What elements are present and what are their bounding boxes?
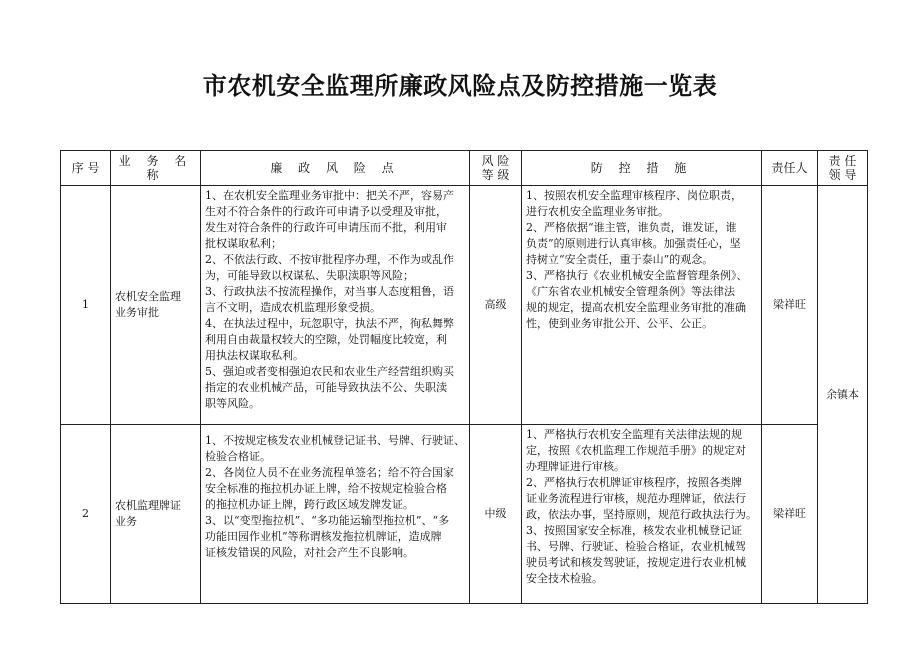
measure-line: 规的规定，提高农机安全监理业务审批的准确 — [526, 301, 746, 314]
row-measures — [522, 186, 762, 425]
risk-line: 发生对符合条件的行政许可申请压而不批，利用审 — [205, 221, 447, 234]
measure-line: 进行农机安全监理业务审批。 — [526, 205, 669, 218]
risk-line: 生对不符合条件的行政许可申请予以受理及审批， — [205, 205, 447, 218]
header-level — [470, 151, 522, 186]
risk-line: 批权谋取私利； — [205, 237, 282, 250]
risk-line: 言不文明，造成农机监理形象受损。 — [205, 301, 381, 314]
measure-line: 3、严格执行《农业机械安全监督管理条例》、 — [526, 269, 748, 282]
risk-line: 利用自由裁量权较大的空隙，处罚幅度比较宽，利 — [205, 333, 447, 346]
measure-line: 驶员考试和核发驾驶证，按规定进行农业机械 — [526, 556, 746, 569]
row-business-line: 业务审批 — [115, 306, 159, 319]
measure-line: 2、严格依据“谁主管，谁负责，谁发证，谁 — [526, 221, 737, 234]
table-row — [61, 186, 868, 425]
measure-line: 书、号牌、行驶证、检验合格证，农业机械驾 — [526, 540, 746, 553]
row-risk-points — [201, 186, 470, 425]
risk-line: 证核发错误的风险，对社会产生不良影响。 — [205, 546, 414, 559]
measure-line: 定，按照《农机监理工作规范手册》的规定对 — [526, 444, 746, 457]
risk-table — [60, 150, 868, 604]
row-seq: 1 — [61, 186, 111, 425]
risk-line: 用执法权谋取私利。 — [205, 349, 304, 362]
row-risk-level: 中级 — [470, 425, 522, 604]
measure-line: 3、按照国家安全标准，核发农业机械登记证 — [526, 524, 742, 537]
measure-line: 负责”的原则进行认真审核。加强责任心，坚 — [526, 237, 741, 250]
row-responsible-person: 梁祥旺 — [762, 425, 818, 604]
risk-line: 2、不依法行政、不按审批程序办理，不作为或乱作 — [205, 253, 454, 266]
table-row — [61, 425, 868, 604]
row-seq: 2 — [61, 425, 111, 604]
risk-line: 1、在农机安全监理业务审批中：把关不严，容易产 — [205, 189, 454, 202]
row-business-line: 农机监理牌证 — [115, 499, 181, 512]
risk-line: 检验合格证。 — [205, 450, 271, 463]
risk-line: 4、在执法过程中，玩忽职守，执法不严，徇私舞弊 — [205, 317, 454, 330]
header-level-line2: 等 级 — [481, 168, 510, 182]
measure-line: 证业务流程进行审核，规范办理牌证，依法行 — [526, 492, 746, 505]
page-title: 市农机安全监理所廉政风险点及防控措施一览表 — [202, 72, 718, 100]
measure-line: 办理牌证进行审核。 — [526, 460, 625, 473]
row-business — [111, 186, 201, 425]
row-risk-level: 高级 — [470, 186, 522, 425]
measure-line: 《广东省农业机械安全管理条例》等法律法 — [526, 285, 735, 298]
header-level-line1: 风 险 — [481, 154, 510, 168]
responsible-leader: 余镇本 — [818, 186, 868, 604]
risk-line: 的拖拉机办证上牌，跨行政区域发牌发证。 — [205, 498, 414, 511]
header-risk: 廉 政 风 险 点 — [201, 151, 470, 186]
header-leader-line2: 领 导 — [828, 168, 857, 182]
measure-line: 性，使到业务审批公开、公平、公正。 — [526, 317, 713, 330]
header-business: 业 务 名 称 — [111, 151, 201, 186]
header-leader-line1: 责 任 — [828, 154, 857, 168]
risk-line: 为，可能导致以权谋私、失职渎职等风险； — [205, 269, 414, 282]
risk-line: 职等风险。 — [205, 397, 260, 410]
measure-line: 1、按照农机安全监理审核程序、岗位职责， — [526, 189, 742, 202]
risk-line: 5、强迫或者变相强迫农民和农业生产经营组织购买 — [205, 365, 454, 378]
risk-line: 2、各岗位人员不在业务流程单签名；给不符合国家 — [205, 466, 454, 479]
risk-line: 3、以“变型拖拉机”、“多功能运输型拖拉机”、“多 — [205, 514, 450, 527]
measure-line: 安全技术检验。 — [526, 572, 603, 585]
risk-line: 指定的农业机械产品，可能导致执法不公、失职渎 — [205, 381, 447, 394]
measure-line: 2、严格执行农机牌证审核程序，按照各类牌 — [526, 476, 742, 489]
header-leader — [818, 151, 868, 186]
row-business — [111, 425, 201, 604]
measure-line: 1、严格执行农机安全监理有关法律法规的规 — [526, 428, 742, 441]
header-person: 责任人 — [762, 151, 818, 186]
risk-line: 功能田园作业机”等称谓核发拖拉机牌证，造成牌 — [205, 530, 442, 543]
row-measures — [522, 425, 762, 604]
header-seq: 序 号 — [61, 151, 111, 186]
measure-line: 政，依法办事，坚持原则，规范行政执法行为。 — [526, 508, 757, 521]
row-responsible-person: 梁祥旺 — [762, 186, 818, 425]
risk-line: 1、不按规定核发农业机械登记证书、号牌、行驶证、 — [205, 434, 465, 447]
row-risk-points — [201, 425, 470, 604]
risk-line: 安全标准的拖拉机办证上牌，给不按规定检验合格 — [205, 482, 447, 495]
table-header-row — [61, 151, 868, 186]
header-measures: 防 控 措 施 — [522, 151, 762, 186]
row-business-line: 业务 — [115, 515, 137, 528]
measure-line: 持树立“安全责任，重于泰山”的观念。 — [526, 253, 714, 266]
risk-line: 3、行政执法不按流程操作，对当事人态度粗鲁，语 — [205, 285, 454, 298]
row-business-line: 农机安全监理 — [115, 290, 181, 303]
